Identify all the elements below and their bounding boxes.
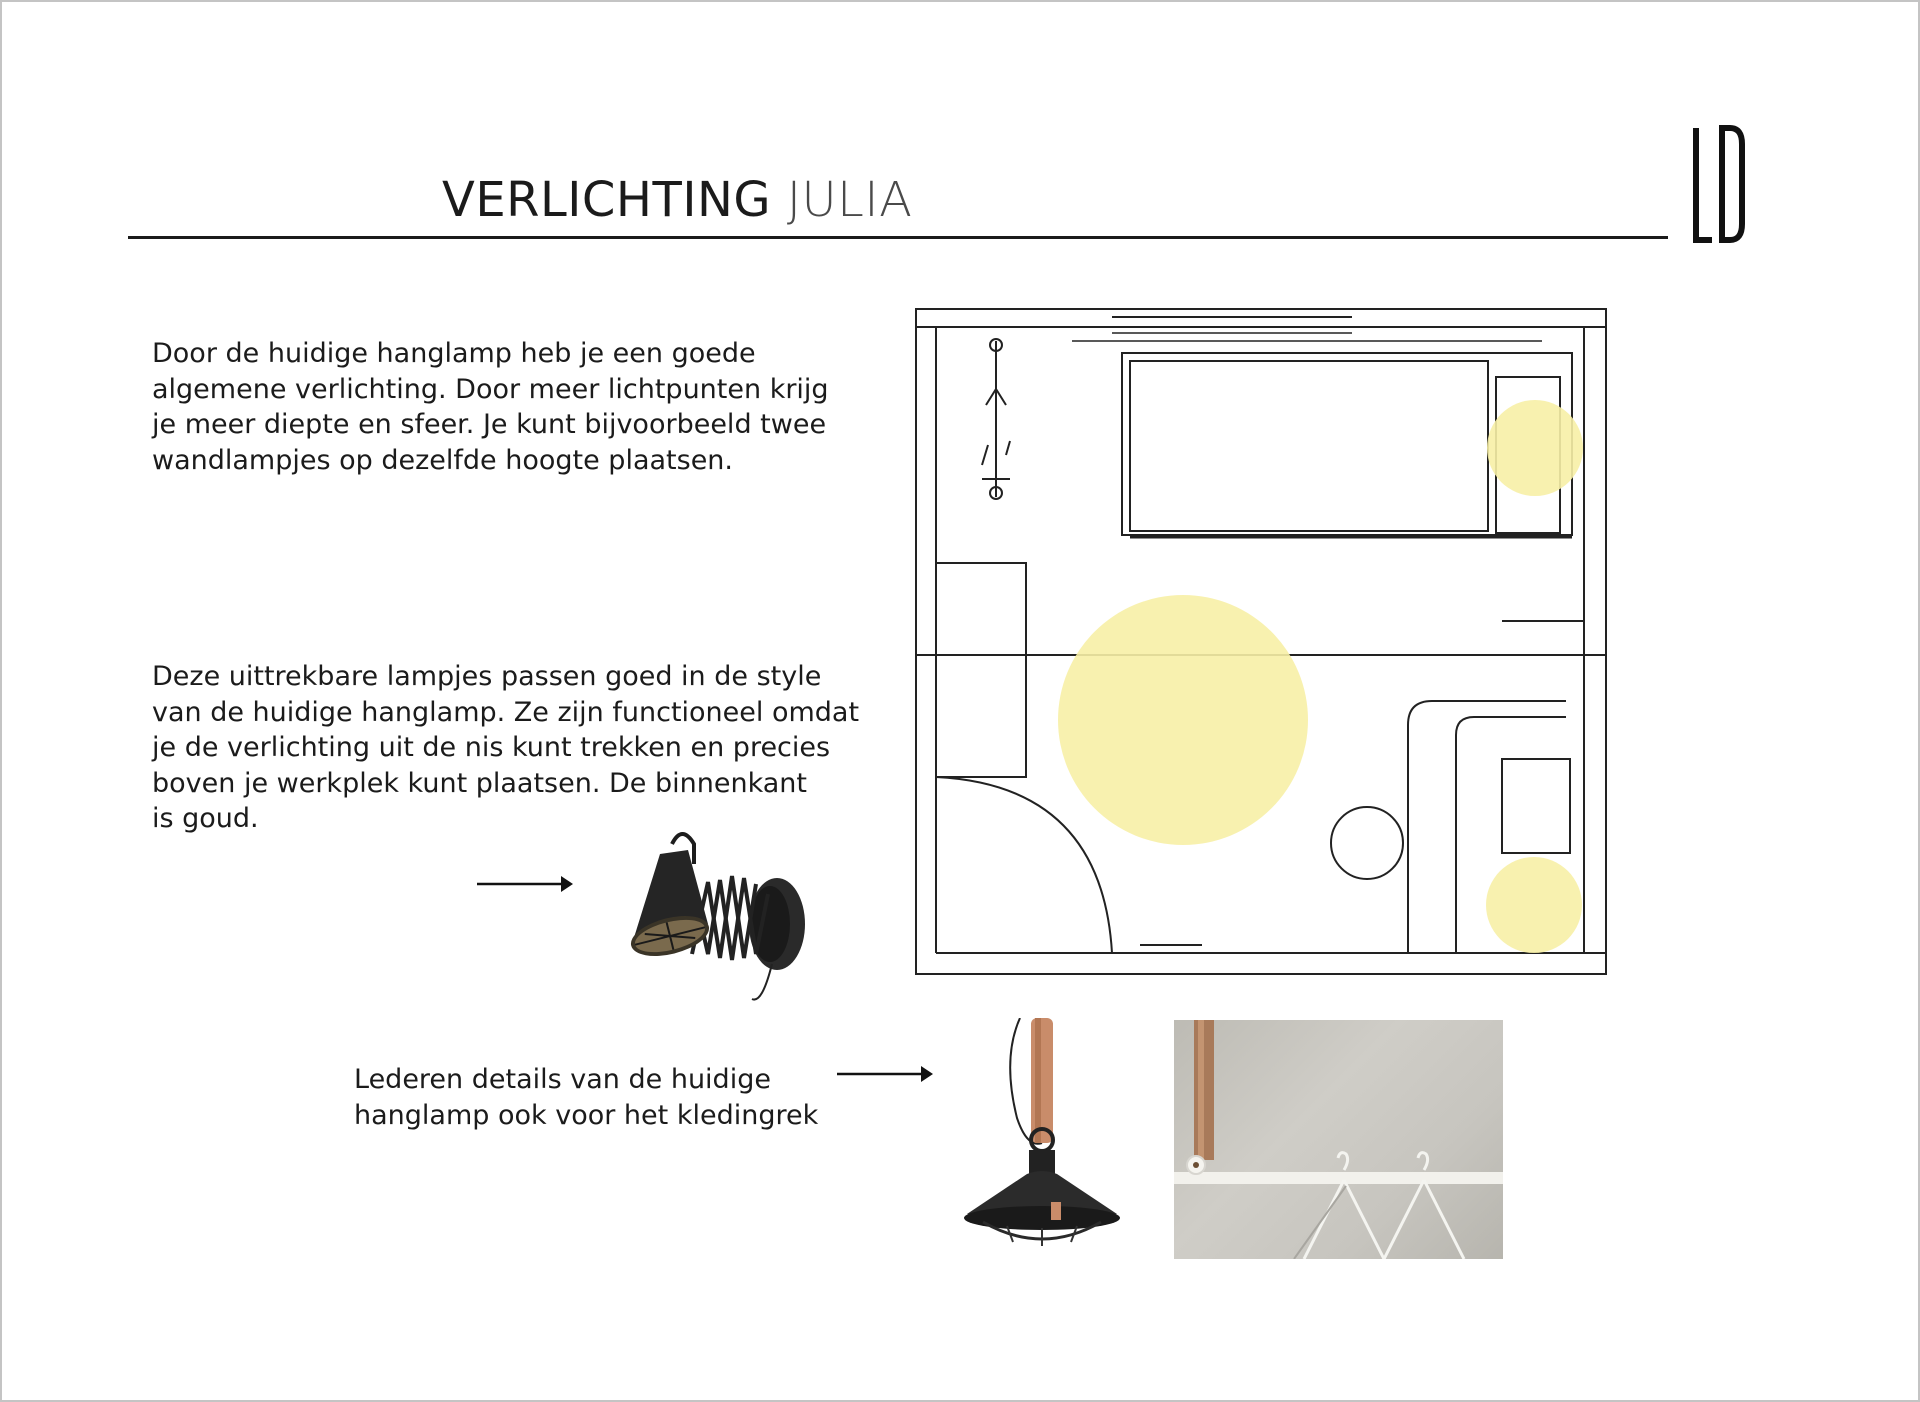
light-spot-wall-lamp [1487, 400, 1583, 496]
light-spot-pendant [1058, 595, 1308, 845]
pendant-lamp-image [947, 1018, 1137, 1250]
clothes-rack-illustration [1174, 1020, 1503, 1259]
light-spot-wall-lamp [1486, 857, 1582, 953]
arrow-right-icon [477, 874, 573, 894]
leather-detail-text: Lederen details van de huidige hanglamp ook voor het kledingrek [354, 1064, 819, 1131]
scissor-wall-lamp-image [612, 824, 812, 1004]
wall-lamp-text: Deze uittrekbare lampjes passen goed in de style van de huidige hanglamp. Ze zijn functioneel omdat je de verlichting uit de nis kunt trekken en precies boven je werkplek kunt plaatsen. De binnenkant is goud. [152, 661, 860, 834]
clothes-rack-photo [1174, 1020, 1503, 1259]
floor-plan [912, 305, 1608, 977]
page-title [442, 172, 912, 228]
title-main: VERLICHTING [442, 172, 772, 228]
intro-text: Door de huidige hanglamp heb je een goede algemene verlichting. Door meer lichtpunten krijg je meer diepte en sfeer. Je kunt bijvoorbeeld twee wandlampjes op dezelfde hoogte plaatsen. [152, 338, 829, 476]
title-underline [128, 236, 1668, 239]
ld-logo [1692, 124, 1746, 248]
title-sub: JULIA [786, 172, 913, 228]
arrow-right-icon [837, 1064, 933, 1084]
